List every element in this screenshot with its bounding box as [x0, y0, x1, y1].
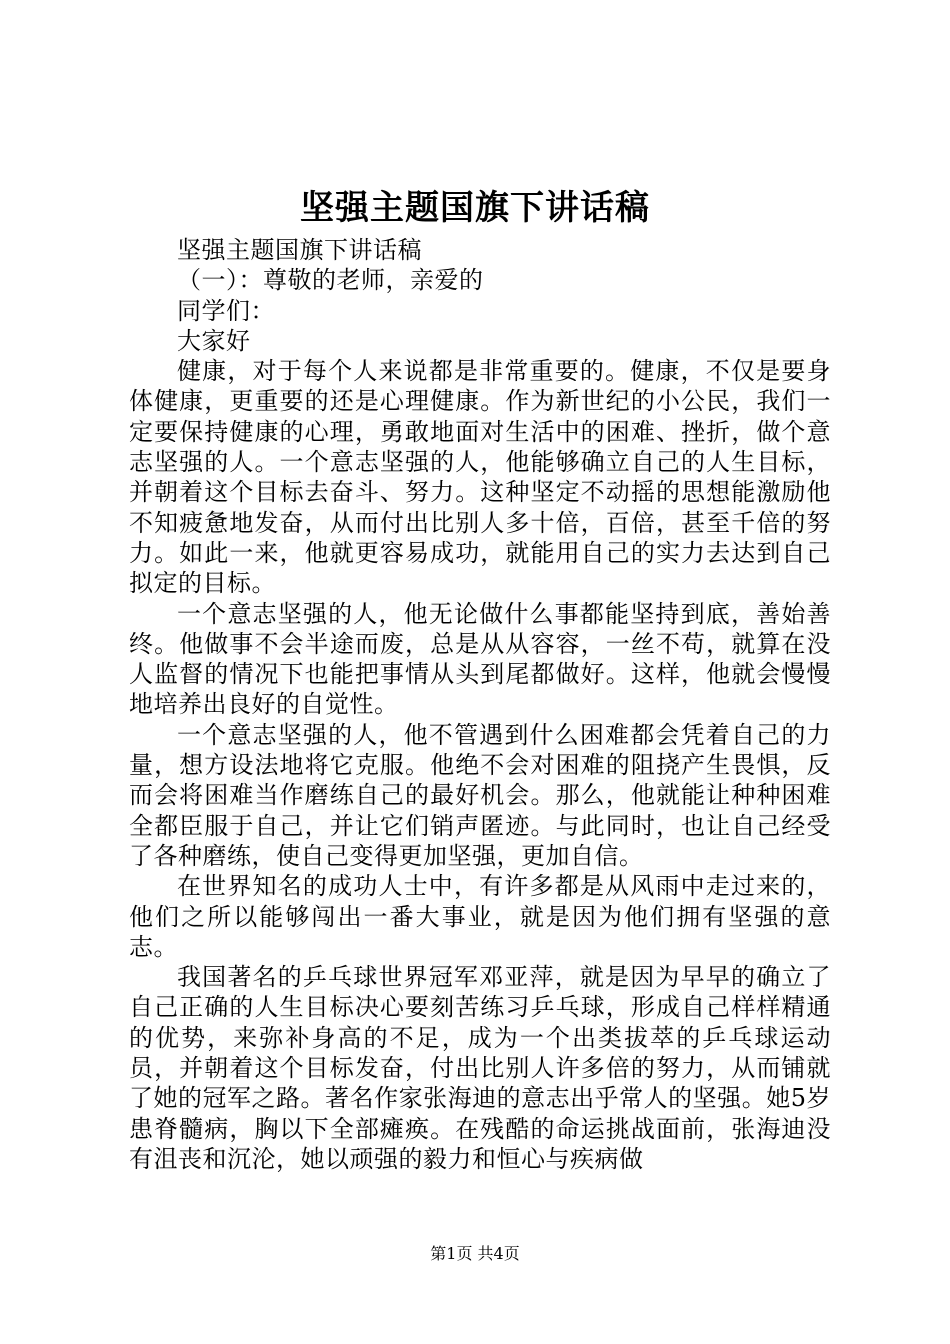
- page-footer: 第1页 共4页: [430, 1244, 520, 1263]
- document-body: [129, 235, 831, 1174]
- paragraph: 我国著名的乒乓球世界冠军邓亚萍，就是因为早早的确立了自己正确的人生目标决心要刻苦练习乒乓球，形成自己样样精通的优势，来弥补身高的不足，成为一个出类拔萃的乒乓球运动员，并朝着这个目标发奋，付出比别人许多倍的努力，从而铺就了她的冠军之路。著名作家张海迪的意志出乎常人的坚强。她5岁患脊髓病，胸以下全部瘫痪。在残酷的命运挑战面前，张海迪没有沮丧和沉沦，她以顽强的毅力和恒心与疾病做: [129, 963, 831, 1173]
- paragraph: 一个意志坚强的人，他无论做什么事都能坚持到底，善始善终。他做事不会半途而废，总是从从容容，一丝不苟，就算在没人监督的情况下也能把事情从头到尾都做好。这样，他就会慢慢地培养出良好的自觉性。: [129, 599, 831, 719]
- paragraph-greeting: 大家好: [177, 326, 251, 355]
- paragraph: 健康，对于每个人来说都是非常重要的。健康，不仅是要身体健康，更重要的还是心理健康。作为新世纪的小公民，我们一定要保持健康的心理，勇敢地面对生活中的困难、挫折，做个意志坚强的人。一个意志坚强的人，他能够确立自己的人生目标，并朝着这个目标去奋斗、努力。这种坚定不动摇的思想能激励他不知疲惫地发奋，从而付出比别人多十倍，百倍，甚至千倍的努力。如此一来，他就更容易成功，就能用自己的实力去达到自己拟定的目标。: [129, 357, 831, 598]
- paragraph-salutation-cont: 同学们：: [177, 296, 275, 325]
- paragraph: 在世界知名的成功人士中，有许多都是从风雨中走过来的，他们之所以能够闯出一番大事业，就是因为他们拥有坚强的意志。: [129, 872, 831, 961]
- paragraph-salutation: （一）：尊敬的老师，亲爱的: [177, 266, 484, 295]
- paragraph: 一个意志坚强的人，他不管遇到什么困难都会凭着自己的力量，想方设法地将它克服。他绝不会对困难的阻挠产生畏惧，反而会将困难当作磨练自己的最好机会。那么，他就能让种种困难全都臣服于自己，并让它们销声匿迹。与此同时，也让自己经受了各种磨练，使自己变得更加坚强，更加自信。: [129, 720, 831, 870]
- paragraph-subtitle: 坚强主题国旗下讲话稿: [177, 236, 422, 264]
- document-title: 坚强主题国旗下讲话稿: [300, 188, 650, 228]
